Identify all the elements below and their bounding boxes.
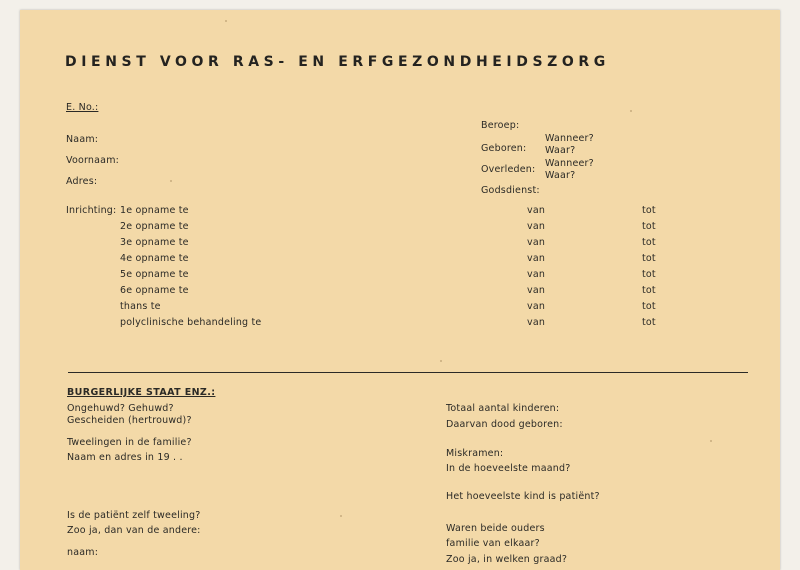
- inrichting-label: Inrichting:: [66, 205, 117, 216]
- paper-speck: [630, 110, 632, 112]
- van-label: van: [527, 285, 546, 296]
- opname-row-label: 4e opname te: [120, 253, 189, 264]
- van-label: van: [527, 269, 546, 280]
- opname-row-label: polyclinische behandeling te: [120, 317, 262, 328]
- overleden-label: Overleden:: [481, 164, 536, 175]
- miskramen-label: Miskramen:: [446, 448, 504, 459]
- welken-graad-label: Zoo ja, in welken graad?: [446, 554, 568, 565]
- tot-label: tot: [642, 237, 656, 248]
- burgerlijke-staat-heading: BURGERLIJKE STAAT ENZ.:: [67, 387, 216, 398]
- geboren-waar-label: Waar?: [545, 145, 576, 156]
- van-label: van: [527, 205, 546, 216]
- tot-label: tot: [642, 317, 656, 328]
- tot-label: tot: [642, 221, 656, 232]
- tot-label: tot: [642, 269, 656, 280]
- form-sheet: [20, 10, 780, 570]
- geboren-wanneer-label: Wanneer?: [545, 133, 594, 144]
- ongehuwd-label: Ongehuwd? Gehuwd?: [67, 403, 174, 414]
- hoeveelste-kind-label: Het hoeveelste kind is patiënt?: [446, 491, 600, 502]
- overleden-wanneer-label: Wanneer?: [545, 158, 594, 169]
- dood-geboren-label: Daarvan dood geboren:: [446, 419, 563, 430]
- van-label: van: [527, 317, 546, 328]
- gescheiden-label: Gescheiden (hertrouwd)?: [67, 415, 192, 426]
- familie-elkaar-label: familie van elkaar?: [446, 538, 540, 549]
- opname-row-label: thans te: [120, 301, 161, 312]
- tot-label: tot: [642, 285, 656, 296]
- hoeveelste-maand-label: In de hoeveelste maand?: [446, 463, 571, 474]
- form-title: DIENST VOOR RAS- EN ERFGEZONDHEIDSZORG: [65, 54, 610, 70]
- opname-row-label: 1e opname te: [120, 205, 189, 216]
- adres-label: Adres:: [66, 176, 98, 187]
- paper-speck: [340, 515, 342, 517]
- beide-ouders-label: Waren beide ouders: [446, 523, 545, 534]
- naam-label: Naam:: [66, 134, 99, 145]
- overleden-waar-label: Waar?: [545, 170, 576, 181]
- tot-label: tot: [642, 301, 656, 312]
- opname-row-label: 2e opname te: [120, 221, 189, 232]
- totaal-kinderen-label: Totaal aantal kinderen:: [446, 403, 560, 414]
- opname-row-label: 3e opname te: [120, 237, 189, 248]
- voornaam-label: Voornaam:: [66, 155, 120, 166]
- opname-row-label: 6e opname te: [120, 285, 189, 296]
- zelf-tweeling-label: Is de patiënt zelf tweeling?: [67, 510, 201, 521]
- naam-andere-label: naam:: [67, 547, 99, 558]
- tweelingen-label: Tweelingen in de familie?: [67, 437, 192, 448]
- paper-speck: [710, 440, 712, 442]
- paper-speck: [170, 180, 172, 182]
- van-label: van: [527, 253, 546, 264]
- zoo-ja-andere-label: Zoo ja, dan van de andere:: [67, 525, 201, 536]
- van-label: van: [527, 301, 546, 312]
- eno-label: E. No.:: [66, 102, 99, 113]
- godsdienst-label: Godsdienst:: [481, 185, 540, 196]
- paper-speck: [225, 20, 227, 22]
- van-label: van: [527, 221, 546, 232]
- van-label: van: [527, 237, 546, 248]
- naam-adres-label: Naam en adres in 19 . .: [67, 452, 183, 463]
- opname-row-label: 5e opname te: [120, 269, 189, 280]
- tot-label: tot: [642, 253, 656, 264]
- geboren-label: Geboren:: [481, 143, 527, 154]
- section-divider: [68, 372, 748, 373]
- paper-speck: [440, 360, 442, 362]
- beroep-label: Beroep:: [481, 120, 520, 131]
- tot-label: tot: [642, 205, 656, 216]
